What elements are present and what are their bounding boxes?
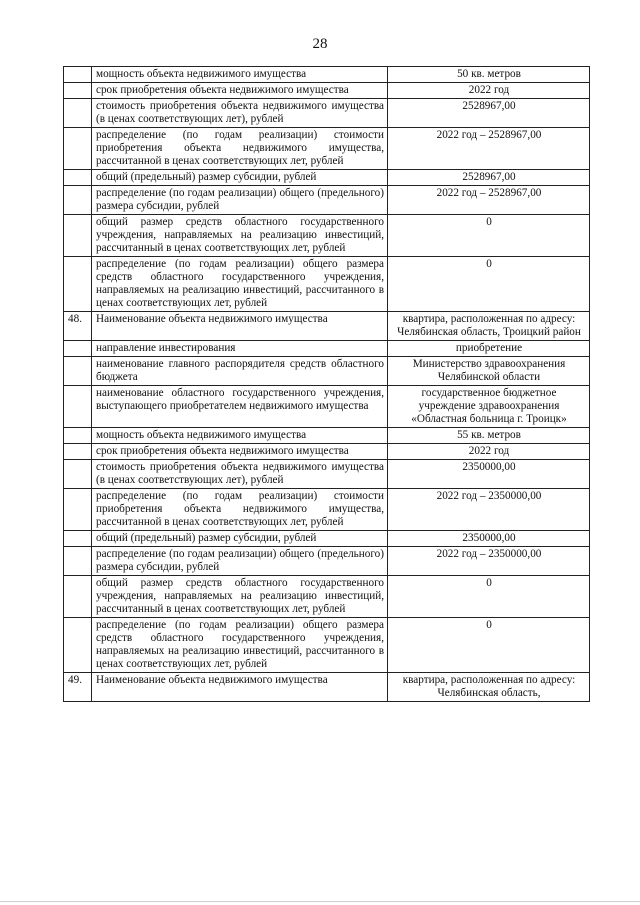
table-row <box>64 67 590 83</box>
row-number-cell <box>64 257 92 312</box>
table-row <box>64 547 590 576</box>
value-cell: квартира, расположенная по адресу: Челябинская область, <box>388 673 590 702</box>
row-number-cell <box>64 170 92 186</box>
value-cell: 2350000,00 <box>388 531 590 547</box>
parameter-cell: Наименование объекта недвижимого имущества <box>92 312 388 341</box>
row-number-cell <box>64 99 92 128</box>
row-number-cell <box>64 618 92 673</box>
parameter-cell: стоимость приобретения объекта недвижимого имущества (в ценах соответствующих лет), рублей <box>92 99 388 128</box>
value-cell: 2528967,00 <box>388 170 590 186</box>
page-number: 28 <box>312 36 328 52</box>
parameter-cell: общий (предельный) размер субсидии, рублей <box>92 531 388 547</box>
value-cell: 0 <box>388 257 590 312</box>
value-cell: 2022 год – 2528967,00 <box>388 128 590 170</box>
table-row <box>64 341 590 357</box>
row-number-cell <box>64 531 92 547</box>
table-row <box>64 489 590 531</box>
parameter-cell: мощность объекта недвижимого имущества <box>92 67 388 83</box>
page-bottom-edge <box>0 901 640 902</box>
table-row <box>64 215 590 257</box>
row-number-cell <box>64 83 92 99</box>
table-row <box>64 460 590 489</box>
table-row <box>64 357 590 386</box>
parameter-cell: направление инвестирования <box>92 341 388 357</box>
value-cell: 50 кв. метров <box>388 67 590 83</box>
parameter-cell: распределение (по годам реализации) стоимости приобретения объекта недвижимого имущества, рассчитанной в ценах соответствующих лет, рублей <box>92 489 388 531</box>
parameter-cell: Наименование объекта недвижимого имущества <box>92 673 388 702</box>
row-number-cell <box>64 547 92 576</box>
value-cell: 2022 год – 2350000,00 <box>388 547 590 576</box>
parameter-cell: стоимость приобретения объекта недвижимого имущества (в ценах соответствующих лет), рублей <box>92 460 388 489</box>
table-row <box>64 618 590 673</box>
table-row <box>64 673 590 702</box>
value-cell: 2022 год <box>388 444 590 460</box>
value-cell: государственное бюджетное учреждение здравоохранения «Областная больница г. Троицк» <box>388 386 590 428</box>
value-cell: 55 кв. метров <box>388 428 590 444</box>
value-cell: Министерство здравоохранения Челябинской области <box>388 357 590 386</box>
value-cell: 0 <box>388 576 590 618</box>
value-cell: квартира, расположенная по адресу: Челябинская область, Троицкий район <box>388 312 590 341</box>
parameter-cell: срок приобретения объекта недвижимого имущества <box>92 83 388 99</box>
row-number-cell <box>64 444 92 460</box>
row-number-cell <box>64 386 92 428</box>
row-number-cell <box>64 341 92 357</box>
row-number-cell <box>64 67 92 83</box>
parameter-cell: распределение (по годам реализации) общего (предельного) размера субсидии, рублей <box>92 186 388 215</box>
parameter-cell: общий размер средств областного государственного учреждения, направляемых на реализацию инвестиций, рассчитанный в ценах соответствующих лет, рублей <box>92 215 388 257</box>
value-cell: 0 <box>388 618 590 673</box>
parameter-cell: распределение (по годам реализации) общего размера средств областного государственного учреждения, направляемых на реализацию инвестиций, рассчитанного в ценах соответствующих лет, рублей <box>92 618 388 673</box>
value-cell: 2528967,00 <box>388 99 590 128</box>
value-cell: 0 <box>388 215 590 257</box>
table-row <box>64 257 590 312</box>
table-row <box>64 99 590 128</box>
parameter-cell: наименование главного распорядителя средств областного бюджета <box>92 357 388 386</box>
value-cell: 2022 год – 2528967,00 <box>388 186 590 215</box>
parameter-cell: общий (предельный) размер субсидии, рублей <box>92 170 388 186</box>
table-row <box>64 312 590 341</box>
table-row <box>64 576 590 618</box>
row-number-cell <box>64 576 92 618</box>
row-number-cell <box>64 460 92 489</box>
table-row <box>64 444 590 460</box>
parameter-cell: мощность объекта недвижимого имущества <box>92 428 388 444</box>
table-row <box>64 186 590 215</box>
row-number-cell <box>64 215 92 257</box>
row-number-cell <box>64 357 92 386</box>
parameter-cell: общий размер средств областного государственного учреждения, направляемых на реализацию инвестиций, рассчитанный в ценах соответствующих лет, рублей <box>92 576 388 618</box>
row-number-cell: 49. <box>64 673 92 702</box>
value-cell: 2350000,00 <box>388 460 590 489</box>
table-row <box>64 428 590 444</box>
table-body <box>64 67 590 702</box>
parameter-cell: наименование областного государственного учреждения, выступающего приобретателем недвижимого имущества <box>92 386 388 428</box>
table-row <box>64 386 590 428</box>
row-number-cell: 48. <box>64 312 92 341</box>
value-cell: 2022 год <box>388 83 590 99</box>
row-number-cell <box>64 428 92 444</box>
value-cell: приобретение <box>388 341 590 357</box>
parameter-cell: распределение (по годам реализации) стоимости приобретения объекта недвижимого имущества, рассчитанной в ценах соответствующих лет, рублей <box>92 128 388 170</box>
value-cell: 2022 год – 2350000,00 <box>388 489 590 531</box>
investment-table <box>63 66 590 702</box>
table-row <box>64 128 590 170</box>
row-number-cell <box>64 489 92 531</box>
parameter-cell: срок приобретения объекта недвижимого имущества <box>92 444 388 460</box>
table-row <box>64 170 590 186</box>
row-number-cell <box>64 186 92 215</box>
table-row <box>64 531 590 547</box>
parameter-cell: распределение (по годам реализации) общего (предельного) размера субсидии, рублей <box>92 547 388 576</box>
parameter-cell: распределение (по годам реализации) общего размера средств областного государственного учреждения, направляемых на реализацию инвестиций, рассчитанного в ценах соответствующих лет, рублей <box>92 257 388 312</box>
table-row <box>64 83 590 99</box>
row-number-cell <box>64 128 92 170</box>
